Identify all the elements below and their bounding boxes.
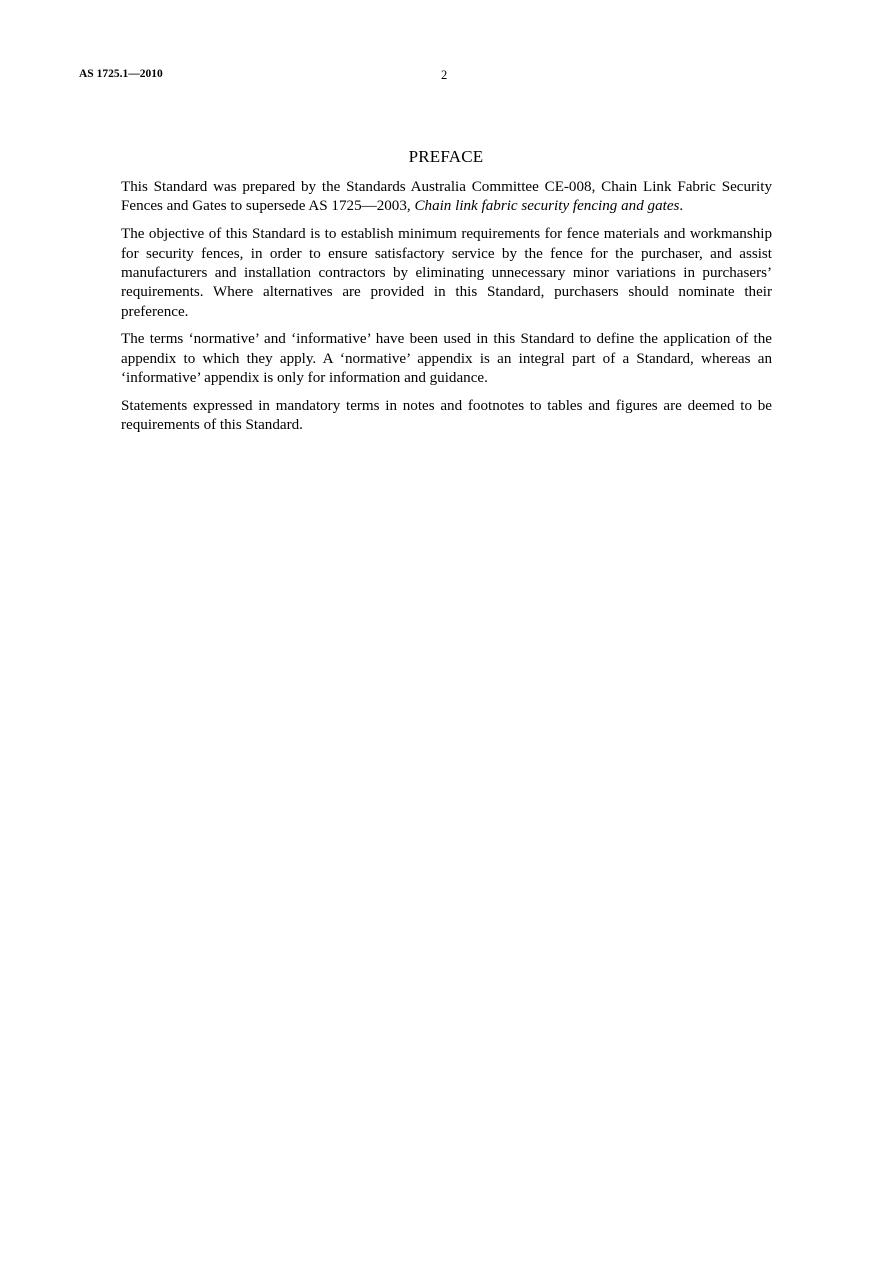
preface-body — [121, 178, 772, 444]
preface-heading: PREFACE — [408, 147, 484, 166]
superseded-standard-title: Chain link fabric security fencing and gates — [414, 198, 680, 215]
page-number: 2 — [441, 68, 448, 82]
preface-paragraph-1 — [121, 178, 772, 217]
preface-paragraph-2: The objective of this Standard is to establish minimum requirements for fence materials and workmanship for security fences, in order to ensure satisfactory service by the fence for the purchaser, and assist manufacturers and installation contractors by eliminating unnecessary minor variations in purchasers’ requirements. Where alternatives are provided in this Standard, purchasers should nominate their preference. — [121, 226, 772, 320]
document-identifier: AS 1725.1—2010 — [79, 68, 163, 80]
preface-paragraph-3: The terms ‘normative’ and ‘informative’ have been used in this Standard to define the application of the appendix to which they apply. A ‘normative’ appendix is an integral part of a Standard, whereas an ‘informative’ appendix is only for information and guidance. — [121, 331, 772, 387]
preface-paragraph-4: Statements expressed in mandatory terms in notes and footnotes to tables and figures are deemed to be requirements of this Standard. — [121, 397, 772, 434]
running-header — [0, 68, 892, 84]
paragraph-1-end: . — [679, 198, 684, 215]
paragraph-1-text: This Standard was prepared by the Standards Australia Committee CE-008, Chain Link Fabric Security Fences and Gates to supersede AS 1725—2003, — [121, 179, 772, 215]
